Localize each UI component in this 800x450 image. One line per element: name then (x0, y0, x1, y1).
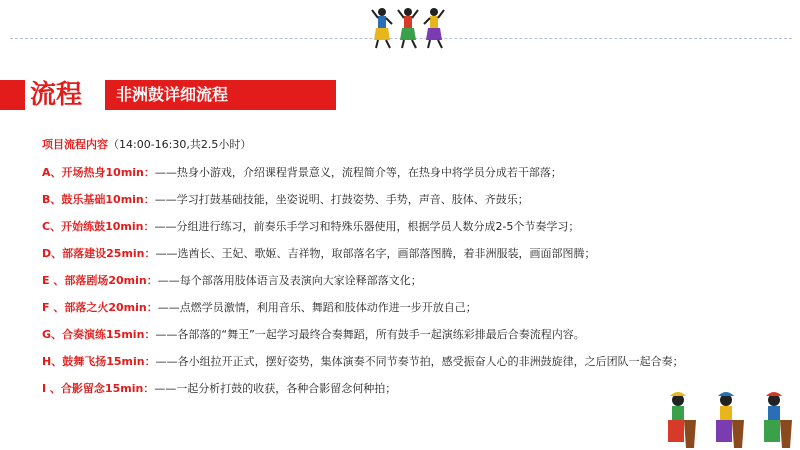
list-item (42, 355, 772, 382)
african-dancers-icon (370, 6, 446, 50)
item-desc: ——各小组拉开正式，摆好姿势，集体演奏不同节奏节拍，感受振奋人心的非洲鼓旋律，之后团队一起合奏； (155, 355, 684, 368)
list-item (42, 247, 772, 274)
list-item (42, 328, 772, 355)
list-item (42, 193, 772, 220)
list-item (42, 166, 772, 193)
item-label: F 、部落之火20min： (42, 301, 158, 314)
item-label: H、鼓舞飞扬15min： (42, 355, 156, 368)
item-desc: ——分组进行练习，前奏乐手学习和特殊乐器使用，根据学员人数分成2-5个节奏学习； (154, 220, 580, 233)
intro-label: 项目流程内容 (42, 138, 108, 151)
item-label: I 、合影留念15min： (42, 382, 155, 395)
list-item (42, 220, 772, 247)
item-desc: ——点燃学员激情，利用音乐、舞蹈和肢体动作进一步开放自己； (157, 301, 477, 314)
african-drummers-icon (660, 392, 800, 450)
item-desc: ——学习打鼓基础技能，坐姿说明、打鼓姿势、手势，声音、肢体、齐鼓乐； (154, 193, 529, 206)
item-label: A、开场热身10min： (42, 166, 155, 179)
list-item (42, 274, 772, 301)
item-label: E 、部落剧场20min： (42, 274, 158, 287)
item-label: G、合奏演练15min： (42, 328, 156, 341)
item-label: D、部落建设25min： (42, 247, 156, 260)
item-label: B、鼓乐基础10min： (42, 193, 155, 206)
intro-time: （14:00-16:30,共2.5小时） (108, 138, 252, 151)
item-desc: ——各部落的“舞王”一起学习最终合奏舞蹈，所有鼓手一起演练彩排最后合奏流程内容。 (155, 328, 585, 341)
item-desc: ——热身小游戏，介绍课程背景意义，流程简介等，在热身中将学员分成若干部落； (154, 166, 562, 179)
flow-list (42, 166, 772, 409)
page-subtitle: 非洲鼓详细流程 (116, 85, 229, 104)
item-desc: ——选酋长、王妃、歌姬、吉祥物，取部落名字，画部落图腾，着非洲服装，画面部图腾； (155, 247, 596, 260)
page-title: 流程 (30, 80, 83, 110)
item-label: C、开始练鼓10min： (42, 220, 155, 233)
item-desc: ——一起分析打鼓的收获，各种合影留念何种拍； (154, 382, 397, 395)
header-accent (0, 80, 22, 110)
intro-line (42, 136, 251, 152)
item-desc: ——每个部落用肢体语言及表演向大家诠释部落文化； (157, 274, 422, 287)
list-item (42, 301, 772, 328)
